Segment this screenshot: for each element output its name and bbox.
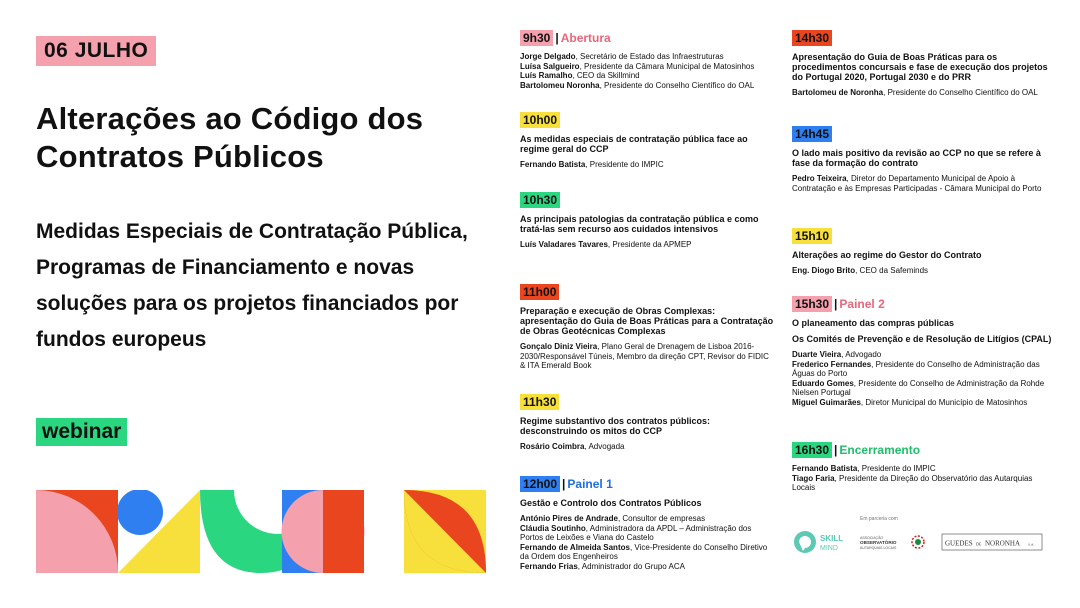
speaker-name: Fernando Frias (520, 561, 578, 571)
speaker (520, 62, 775, 72)
skillmind-bottom: MIND (820, 545, 838, 552)
speaker-list (520, 240, 775, 250)
agenda-session (520, 30, 775, 90)
speaker-name: Fernando Batista (792, 464, 858, 473)
session-header (520, 476, 775, 492)
guedes-last: NORONHA (985, 539, 1020, 548)
partners-section (792, 516, 1054, 552)
session-header (520, 30, 775, 46)
speaker-list (792, 464, 1054, 493)
session-time: 12h00 (520, 476, 560, 492)
speaker-name: Luís Ramalho (520, 71, 573, 80)
agenda-session (792, 126, 1054, 193)
speaker-name: Cláudia Soutinho (520, 523, 586, 533)
speaker-name: Bartolomeu de Noronha (792, 88, 884, 97)
agenda-session (520, 394, 775, 452)
session-label: Encerramento (839, 443, 921, 457)
separator: | (562, 477, 566, 491)
speaker-list (520, 52, 775, 90)
speaker-list (792, 174, 1054, 193)
speaker (520, 514, 775, 524)
speaker-role: , Presidente da Direção do Observatório das Autarquias Locais (792, 473, 1033, 492)
session-header (520, 192, 775, 208)
speaker-role: , Presidente do IMPIC (857, 464, 936, 473)
speaker-name: Rosário Coimbra (520, 442, 585, 451)
orange-half (323, 490, 364, 573)
speaker-name: Bartolomeu Noronha (520, 80, 600, 90)
speaker-list (520, 442, 775, 452)
format-badge: webinar (36, 418, 127, 446)
speaker (792, 88, 1054, 98)
page-subtitle: Medidas Especiais de Contratação Pública, Programas de Financiamento e novas soluções para os projetos financiados por fundos europeus (36, 220, 468, 351)
agenda-session (520, 284, 775, 371)
page-title: Alterações ao Código dos Contratos Públicos (36, 101, 424, 174)
speaker (792, 379, 1054, 398)
speaker-role: , CEO da Safeminds (855, 266, 929, 275)
speaker-name: Eduardo Gomes (792, 378, 854, 388)
speaker-role: , Presidente da Câmara Municipal de Matosinhos (579, 61, 755, 71)
event-date: 06 JULHO (36, 36, 156, 66)
session-title: Apresentação do Guia de Boas Práticas para os procedimentos concursais e fase de execução dos projetos do Portugal 2020, Portugal 2030 e do PRR (792, 52, 1048, 82)
speaker (792, 398, 1054, 408)
session-label: Painel 1 (567, 477, 613, 491)
speaker-name: Fernando Batista (520, 160, 586, 169)
session-time: 9h30 (520, 30, 553, 46)
session-time: 10h30 (520, 192, 560, 208)
blue-circle (117, 490, 163, 535)
speaker-name: Luís Valadares Tavares (520, 240, 608, 249)
speaker-role: , Advogado (841, 350, 882, 359)
session-title-2: Os Comités de Prevenção e de Resolução de Litígios (CPAL) (792, 334, 1052, 344)
speaker-role: , Presidente do Conselho de Administração da Rohde Nielsen Portugal (792, 378, 1045, 397)
session-title: Alterações ao regime do Gestor do Contrato (792, 250, 982, 260)
session-title: O lado mais positivo da revisão ao CCP no que se refere à fase da formação do contrato (792, 148, 1041, 168)
speaker (792, 474, 1054, 493)
speaker (792, 350, 1054, 360)
speaker-role: , Advogada (584, 442, 625, 451)
speaker (520, 524, 775, 543)
separator: | (555, 31, 559, 45)
oal-logo (860, 535, 924, 550)
speaker-role: , Presidente do Conselho Científico do OAL (599, 80, 755, 90)
speaker-list (520, 342, 775, 371)
speaker-list (792, 350, 1054, 407)
speaker (792, 174, 1054, 193)
speaker (520, 52, 775, 62)
agenda-session (792, 296, 1054, 407)
session-title: O planeamento das compras públicas (792, 318, 955, 328)
speaker-list (520, 160, 775, 170)
partners-caption: Em parceria com (860, 516, 898, 522)
session-label: Abertura (560, 31, 611, 45)
session-title: As medidas especiais de contratação pública face ao regime geral do CCP (520, 134, 748, 154)
session-title: Preparação e execução de Obras Complexas: apresentação do Guia de Boas Práticas para a Contratação de Obras Geotécnicas Complexas (520, 306, 774, 336)
speaker-name: Fernando de Almeida Santos (520, 542, 630, 552)
session-header (792, 30, 1054, 46)
speaker-role: , Diretor Municipal do Município de Matosinhos (860, 397, 1028, 407)
session-time: 10h00 (520, 112, 560, 128)
agenda-session (792, 442, 1054, 493)
session-time: 11h00 (520, 284, 559, 300)
session-title: Gestão e Controlo dos Contratos Públicos (520, 498, 702, 508)
partner-logos (792, 530, 1054, 560)
speaker (520, 442, 775, 452)
speaker-role: , Presidente da APMEP (607, 240, 692, 249)
speaker (520, 81, 775, 91)
speaker-name: Miguel Guimarães (792, 397, 861, 407)
session-title: Regime substantivo dos contratos públicos: desconstruindo os mitos do CCP (520, 416, 711, 436)
session-time: 14h30 (792, 30, 832, 46)
speaker (520, 71, 775, 81)
speaker (792, 360, 1054, 379)
speaker-role: , Secretário de Estado das Infraestruturas (575, 52, 724, 61)
separator: | (834, 297, 838, 311)
speaker-name: Jorge Delgado (520, 52, 576, 61)
session-time: 11h30 (520, 394, 559, 410)
decorative-shapes (36, 490, 486, 573)
speaker (520, 160, 775, 170)
speaker-list (792, 266, 1054, 276)
guedes-noronha-logo (942, 534, 1042, 550)
speaker (520, 240, 775, 250)
session-header (792, 296, 1054, 312)
session-header (792, 126, 1054, 142)
separator: | (834, 443, 838, 457)
speaker-list (792, 88, 1054, 98)
guedes-suffix: S.A. (1028, 542, 1035, 547)
speaker-role: , Consultor de empresas (617, 514, 706, 523)
speaker-role: , Presidente do Conselho Científico do OAL (883, 88, 1038, 97)
session-header (792, 442, 1054, 458)
agenda-session (520, 476, 775, 571)
guedes-text: GUEDES (945, 539, 973, 548)
session-label: Painel 2 (839, 297, 885, 311)
speaker (520, 543, 775, 562)
speaker-role: , Vice-Presidente do Conselho Diretivo da Ordem dos Engenheiros (520, 542, 768, 561)
guedes-of: DE (976, 541, 982, 547)
oal-line1: ASSOCIAÇÃO (860, 536, 884, 540)
speaker-name: Eng. Diogo Brito (792, 266, 856, 275)
speaker-name: Tiago Faria (792, 473, 835, 483)
session-time: 16h30 (792, 442, 832, 458)
speaker-role: , Diretor do Departamento Municipal de Apoio à Contratação e às Empresas Participadas - Câmara Municipal do Porto (792, 174, 1042, 193)
speaker-role: , CEO da Skillmind (572, 71, 640, 80)
speaker-name: Luísa Salgueiro (520, 61, 580, 71)
session-header (520, 284, 775, 300)
speaker (520, 562, 775, 572)
session-time: 15h30 (792, 296, 832, 312)
oal-line2: OBSERVATÓRIO (860, 540, 897, 545)
oal-line3: AUTARQUIAS LOCAIS (860, 546, 897, 550)
speaker-name: Frederico Fernandes (792, 359, 872, 369)
session-time: 15h10 (792, 228, 832, 244)
skillmind-top: SKILL (820, 534, 844, 543)
speaker (792, 266, 1054, 276)
session-title: As principais patologias da contratação pública e como tratá-las sem recurso aos cuidados intensivos (520, 214, 759, 234)
session-header (520, 394, 775, 410)
speaker-role: , Presidente do Conselho de Administração das Águas do Porto (792, 359, 1040, 378)
speaker-name: António Pires de Andrade (520, 514, 618, 523)
session-header (520, 112, 775, 128)
speaker-role: , Administrador do Grupo ACA (577, 561, 685, 571)
speaker (792, 464, 1054, 474)
speaker-list (520, 514, 775, 571)
agenda-session (520, 192, 775, 250)
agenda-session (792, 30, 1054, 98)
speaker-name: Gonçalo Diniz Vieira (520, 342, 598, 351)
speaker-name: Pedro Teixeira (792, 174, 847, 183)
speaker-name: Duarte Vieira (792, 350, 842, 359)
session-header (792, 228, 1054, 244)
speaker-role: , Plano Geral de Drenagem de Lisboa 2016-2030/Responsável Túneis, Membro da direção CPT, Revisor do FIDIC & ITA Emerald Book (520, 342, 769, 370)
speaker-role: , Administradora da APDL – Administração dos Portos de Leixões e Viana do Castelo (520, 523, 752, 542)
agenda-session (520, 112, 775, 170)
speaker (520, 342, 775, 371)
session-time: 14h45 (792, 126, 832, 142)
speaker-role: , Presidente do IMPIC (585, 160, 664, 169)
agenda-session (792, 228, 1054, 276)
skillmind-logo (794, 531, 843, 553)
